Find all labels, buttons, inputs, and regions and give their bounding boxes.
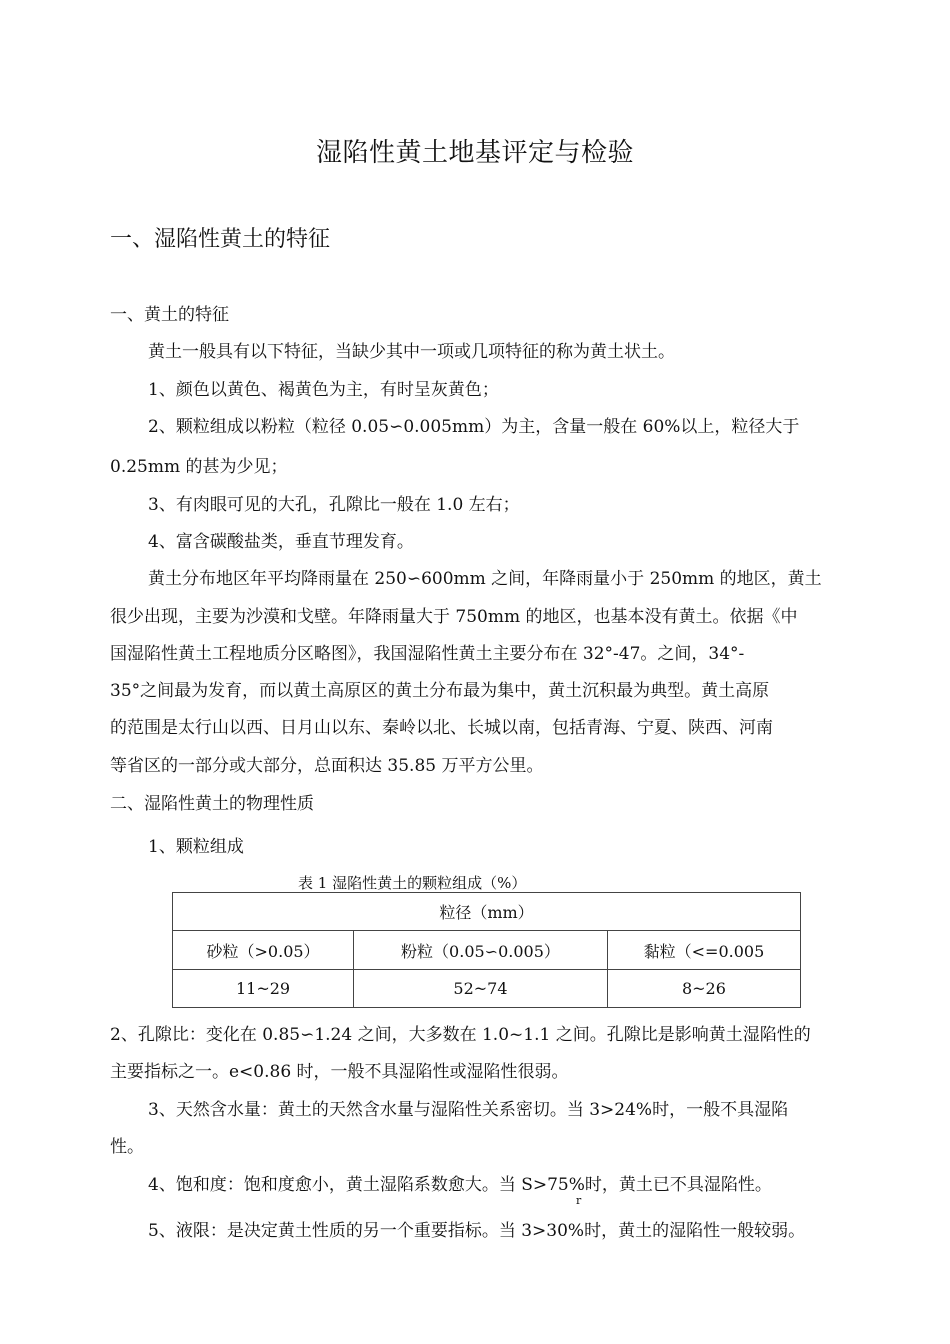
paragraph-line: 2、颗粒组成以粉粒（粒径 0.05∽0.005mm）为主，含量一般在 60%以上，粒径大于 (148, 417, 800, 437)
paragraph-line: 5、液限：是决定黄土性质的另一个重要指标。当 3>30%时，黄土的湿陷性一般较弱。 (148, 1221, 806, 1241)
paragraph-line: 等省区的一部分或大部分，总面积达 35.85 万平方公里。 (110, 756, 544, 776)
paragraph-line: 4、富含碳酸盐类，垂直节理发育。 (148, 532, 414, 552)
table-row (173, 893, 801, 931)
paragraph-line: 性。 (110, 1137, 144, 1157)
paragraph-line: 很少出现，主要为沙漠和戈壁。年降雨量大于 750mm 的地区，也基本没有黄土。依据《中 (110, 607, 798, 627)
subsection-heading: 一、黄土的特征 (110, 305, 229, 325)
paragraph-line: 3、有肉眼可见的大孔，孔隙比一般在 1.0 左右； (148, 495, 520, 515)
table-column-header: 黏粒（<=0.005 (607, 931, 800, 970)
paragraph-line: 2、孔隙比：变化在 0.85∽1.24 之间，大多数在 1.0~1.1 之间。孔隙比是影响黄土湿陷性的 (110, 1025, 811, 1045)
paragraph-line: 黄土一般具有以下特征，当缺少其中一项或几项特征的称为黄土状土。 (148, 342, 675, 362)
subsection-heading: 二、湿陷性黄土的物理性质 (110, 794, 314, 814)
table-header-cell: 粒径（mm） (173, 893, 801, 931)
subscript-r: r (576, 1194, 582, 1207)
paragraph-line: 的范围是太行山以西、日月山以东、秦岭以北、长城以南，包括青海、宁夏、陕西、河南 (110, 718, 773, 738)
paragraph-line: 35°之间最为发育，而以黄土高原区的黄土分布最为集中，黄土沉积最为典型。黄土高原 (110, 681, 770, 701)
table-column-header: 砂粒（>0.05） (173, 931, 354, 970)
paragraph-line: 0.25mm 的甚为少见； (110, 457, 288, 477)
table-column-header: 粉粒（0.05∽0.005） (354, 931, 608, 970)
table-cell: 52~74 (354, 970, 608, 1008)
document-title: 湿陷性黄土地基评定与检验 (315, 138, 634, 168)
paragraph-line: 主要指标之一。e<0.86 时，一般不具湿陷性或湿陷性很弱。 (110, 1062, 569, 1082)
table-cell: 11~29 (173, 970, 354, 1008)
table-caption: 表 1 湿陷性黄土的颗粒组成（%） (298, 874, 527, 892)
paragraph-line: 黄土分布地区年平均降雨量在 250∽600mm 之间，年降雨量小于 250mm 的地区，黄土 (148, 569, 822, 589)
table-cell: 8~26 (607, 970, 800, 1008)
paragraph-line: 1、颗粒组成 (148, 837, 244, 857)
section-heading: 一、湿陷性黄土的特征 (110, 227, 331, 252)
table-row (173, 970, 801, 1008)
table-row (173, 931, 801, 970)
paragraph-line: 国湿陷性黄土工程地质分区略图》，我国湿陷性黄土主要分布在 32°-47。之间，34°- (110, 644, 745, 664)
paragraph-line: 4、饱和度：饱和度愈小，黄土湿陷系数愈大。当 S>75%时，黄土已不具湿陷性。 (148, 1175, 772, 1195)
paragraph-line: 3、天然含水量：黄土的天然含水量与湿陷性关系密切。当 3>24%时，一般不具湿陷 (148, 1100, 789, 1120)
grain-composition-table (172, 892, 801, 1008)
paragraph-line: 1、颜色以黄色、褐黄色为主，有时呈灰黄色； (148, 380, 499, 400)
